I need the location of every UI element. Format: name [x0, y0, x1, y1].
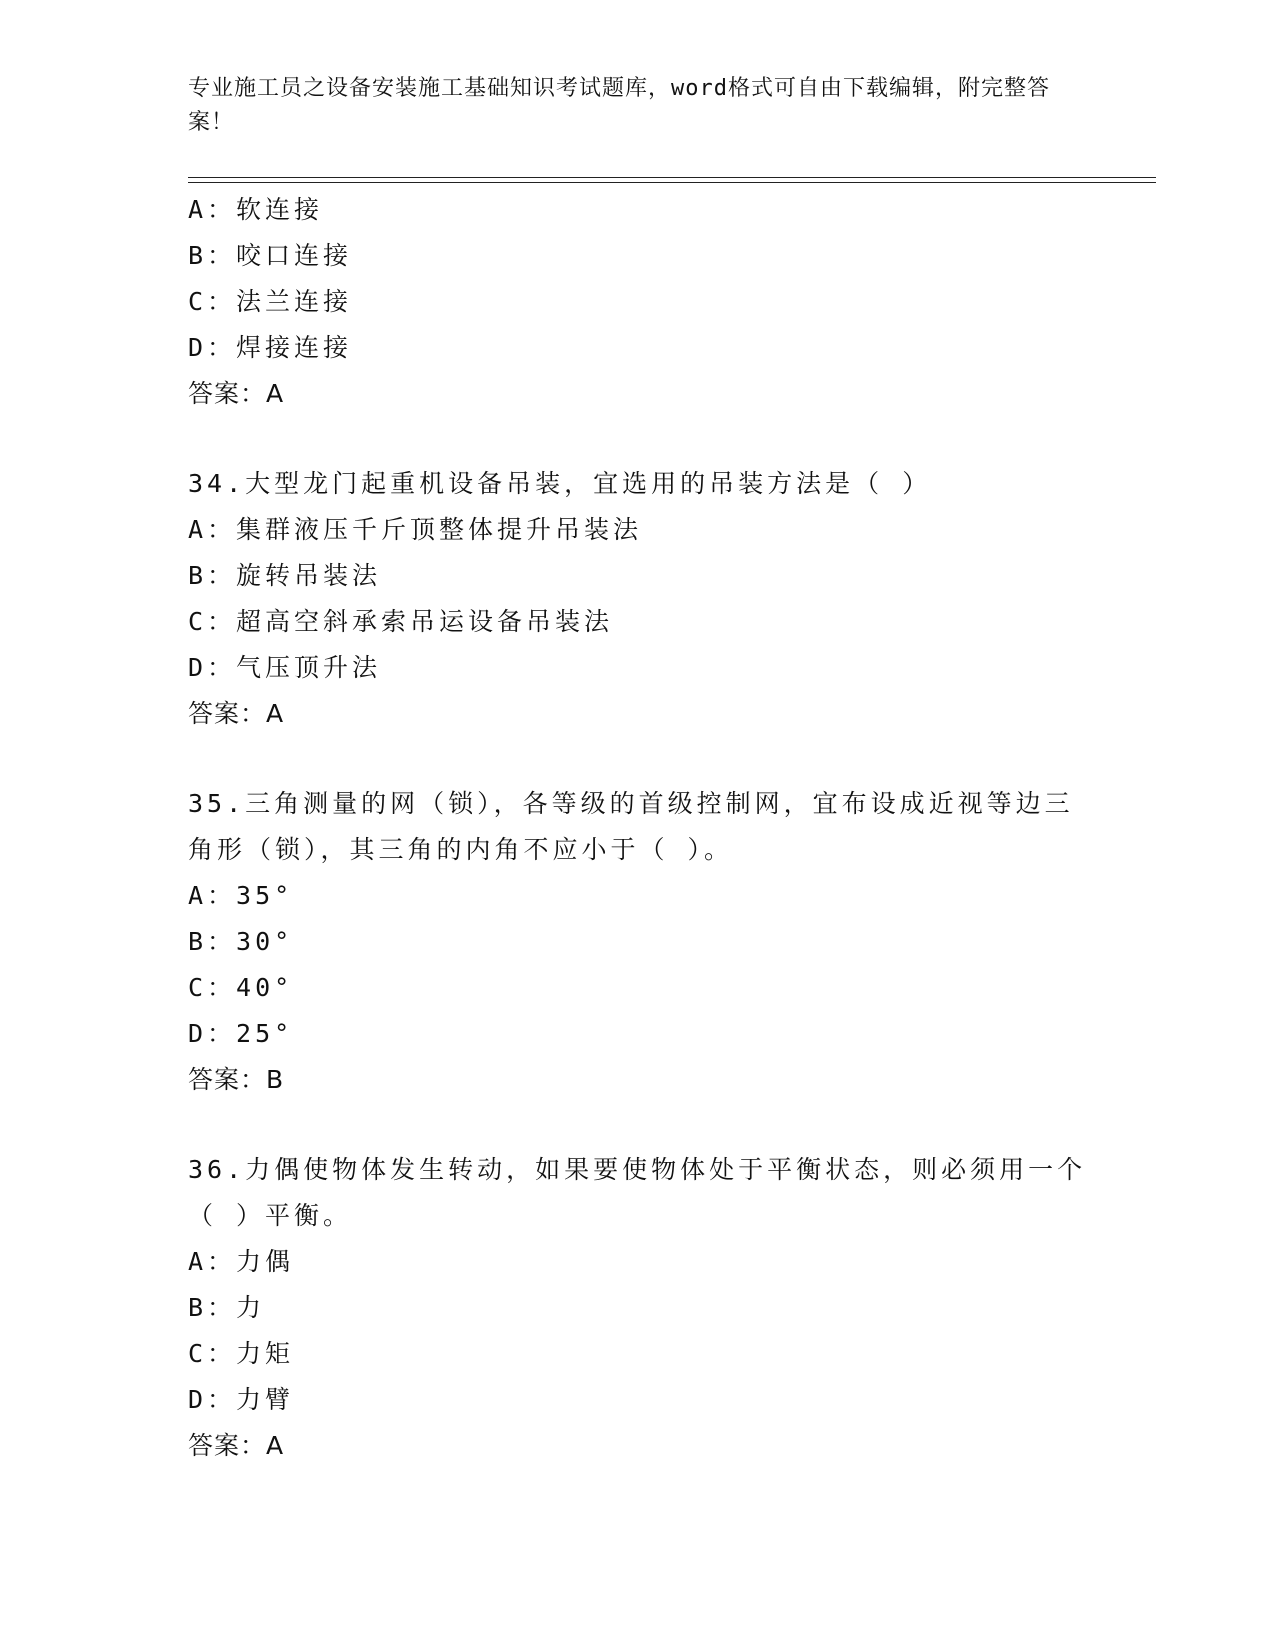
- question-block: [188, 781, 1088, 1103]
- option-d: D：力臂: [188, 1385, 295, 1414]
- option-d: D：25°: [188, 1019, 294, 1048]
- spacer: [188, 417, 1088, 461]
- answer-line: 答案：A: [188, 1431, 285, 1460]
- option-b: B：旋转吊装法: [188, 561, 382, 590]
- option-d: D：气压顶升法: [188, 653, 382, 682]
- option-c: C：法兰连接: [188, 287, 353, 316]
- answer-line: 答案：A: [188, 699, 285, 728]
- option-a: A：力偶: [188, 1247, 295, 1276]
- option-b: B：30°: [188, 927, 294, 956]
- option-a: A：集群液压千斤顶整体提升吊装法: [188, 515, 643, 544]
- header-divider-top: [188, 177, 1156, 178]
- option-b: B：力: [188, 1293, 266, 1322]
- answer-line: 答案：B: [188, 1065, 285, 1094]
- header-divider-bottom: [188, 182, 1156, 183]
- question-list: [188, 187, 1088, 1469]
- spacer: [188, 1103, 1088, 1147]
- question-stem: 36.力偶使物体发生转动，如果要使物体处于平衡状态，则必须用一个（ ）平衡。: [188, 1155, 1087, 1230]
- question-block: [188, 187, 1088, 417]
- spacer: [188, 737, 1088, 781]
- document-header: 专业施工员之设备安装施工基础知识考试题库，word格式可自由下载编辑，附完整答案！: [188, 76, 1050, 135]
- option-a: A：35°: [188, 881, 294, 910]
- question-stem: 34.大型龙门起重机设备吊装，宜选用的吊装方法是（ ）: [188, 469, 932, 498]
- answer-line: 答案：A: [188, 379, 285, 408]
- option-c: C：超高空斜承索吊运设备吊装法: [188, 607, 614, 636]
- option-b: B：咬口连接: [188, 241, 353, 270]
- option-d: D：焊接连接: [188, 333, 353, 362]
- option-c: C：40°: [188, 973, 294, 1002]
- option-c: C：力矩: [188, 1339, 295, 1368]
- option-a: A：软连接: [188, 195, 324, 224]
- question-block: [188, 1147, 1088, 1469]
- question-block: [188, 461, 1088, 737]
- question-stem: 35.三角测量的网（锁），各等级的首级控制网，宜布设成近视等边三角形（锁），其三角的内角不应小于（ ）。: [188, 789, 1074, 864]
